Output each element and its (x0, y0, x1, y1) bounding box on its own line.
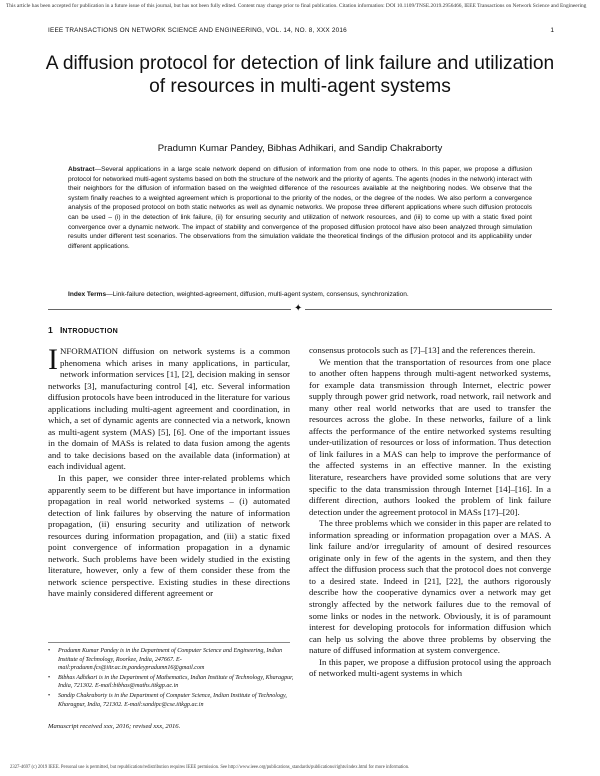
running-head: IEEE TRANSACTIONS ON NETWORK SCIENCE AND ENGINEERING, VOL. 14, NO. 8, XXX 2016 (48, 27, 347, 34)
paragraph: consensus protocols such as [7]–[13] and the references therein. (309, 345, 536, 355)
paragraph: In this paper, we propose a diffusion protocol using the approach of networked multi-agent systems in which (309, 656, 551, 679)
manuscript-received: Manuscript received xxx, 2016; revised xxx, 2016. (48, 723, 181, 730)
paragraph-text: diffusion on network systems is a common phenomena which arises in many applications, in particular, network information services [1], [2], decision making in sensor networks [3], manufacturing control [4], etc. Several information diffusion protocols have been introduced in the literature for various applications including multi-agent agreement and coordination, in which, a set of dynamic agents are connected via a network, known as multi-agent system (MAS) [5], [6]. One of the important issues in the domain of MASs is related to data fusion among the agents and to take decisions based on the available data (information) at each individual agent. (48, 346, 290, 472)
lead-word: NFORMATION (60, 346, 118, 356)
separator-diamond-icon: ✦ (291, 304, 305, 314)
footnote-item: • Bibhas Adhikari is in the Department of Mathematics, Indian Institute of Technology, Kharagpur, India, 721302. E-mail:bibhas@maths.iitkgp.ac.in (48, 674, 294, 691)
abstract-label: Abstract (68, 166, 95, 173)
section-title-rest: NTRODUCTION (62, 327, 119, 335)
drop-cap: I (48, 343, 58, 376)
paragraph: The three problems which we consider in this paper are related to information spreading or information propagation over a MAS. A link failure and/or irregularity of amount of desired resources originate only in few of the agents in the system, and then they affect the diffusion process such that the protocol does not converge to a desired state. Indeed in [21], [22], the authors rigorously describe how the cooperative dynamics over a network may get strongly affected by the network failures due to the removal of some links or nodes in the network. Obviously, it is of paramount interest for developing protocols for information diffusion which can help us solving the above three problems by observing the nature of diffused information at system convergence. (309, 518, 551, 656)
author-list: Pradumn Kumar Pandey, Bibhas Adhikari, and Sandip Chakraborty (157, 143, 443, 154)
footnote-rule (48, 642, 290, 643)
abstract (68, 165, 532, 251)
copyright-notice: 2327-4697 (c) 2019 IEEE. Personal use is permitted, but republication/redistribution requires IEEE permission. See http://www.ieee.org/publications_standards/publications/rights/index.html for more information. (10, 765, 410, 770)
index-terms-label: Index Terms (68, 291, 107, 298)
section-number: 1 (48, 325, 53, 335)
page-number: 1 (550, 27, 554, 34)
index-terms (68, 290, 532, 299)
section-heading (48, 325, 118, 335)
abstract-text: —Several applications in a large scale network depend on diffusion of information from one node to others. In this paper, we propose a diffusion protocol for networked multi-agent systems based on both the structure of the network and the priority of agents. The agents (nodes in the network) interact with their neighbors for the diffusion of information based on the weighted difference of the resources available at the neighboring nodes. We observe that the system finally reaches to a weighted agreement which is proportional to the priority of the nodes, or the degree of the nodes. We also perform a convergence analysis of the proposed protocol on both static networks as well as dynamic networks. We propose three different applications where such diffusion protocols can be used – (i) in the detection of link failure, (ii) for ensuring security and utilization of network resources, and (iii) to come up with a static fixed point convergence over a dynamic network. The impact of stability and convergence of the proposed diffusion protocol have also been analyzed through simulation results under different test scenarios. The observations from the simulation validate the theoretical findings of the diffusion protocol and its applicability under different applications. (68, 166, 532, 250)
right-column (309, 345, 551, 680)
paragraph: In this paper, we consider three inter-related problems which apparently seem to be different but have importance in information propagation in real world networked systems – (i) automated detection of link failures by observing the nature of information propagation, (ii) ensuring security and utilization of network resources during information propagation, and (iii) a static fixed point convergence of information propagation in a dynamic network. Such problems have been widely studied in the existing literature, however, only a few of them consider these from the network science perspective. Existing studies in these directions have mainly considered different agreement or (48, 473, 290, 599)
left-column (48, 343, 290, 600)
paragraph: We mention that the transportation of resources from one place to another often happens through multi-agent networked systems, for example data transmission through Internet, electric power supply through power grid network, road network, rail network and many other real world networks that are used to transfer the resources across the globe. In these networks, failure of a link affects the performance of the entire networked systems resulting under-utilization of resources or loss of information. Thus detection of link failures in a MAS can help to improve the performance of the affected systems in an effective manner. In the existing literature, researchers have provided some solutions that are very specific to the data transmission through Internet [14]–[16]. In a different direction, authors looked the problem of link failure detection under the agreement protocol in MASs [17]–[20]. (309, 356, 551, 517)
paper-title: A diffusion protocol for detection of link failure and utilization of resources in multi-agent systems (45, 53, 555, 97)
index-terms-text: —Link-failure detection, weighted-agreement, diffusion, multi-agent system, consensus, synchronization. (106, 291, 409, 298)
footnote-item: • Pradumn Kumar Pandey is in the Department of Computer Science and Engineering, Indian Institute of Technology, Roorkee, India, 247667. E-mail:pradumn.fcs@iitr.ac.in,pandeypradumn16@gmail.com (48, 647, 294, 673)
publication-notice: This article has been accepted for publication in a future issue of this journal, but has not been fully edited. Content may change prior to final publication. Citation information: DOI 10.1109/TNSE.2019.2956466, IEEE Transactions on Network Science and Engineering (6, 3, 587, 9)
footnotes (48, 647, 294, 710)
paragraph (48, 343, 290, 473)
section-initial: I (59, 325, 63, 335)
footnote-item: • Sandip Chakraborty is in the Department of Computer Science, Indian Institute of Technology, Kharagpur, India, 721302. E-mail:sandipc@cse.iitkgp.ac.in (48, 692, 294, 709)
